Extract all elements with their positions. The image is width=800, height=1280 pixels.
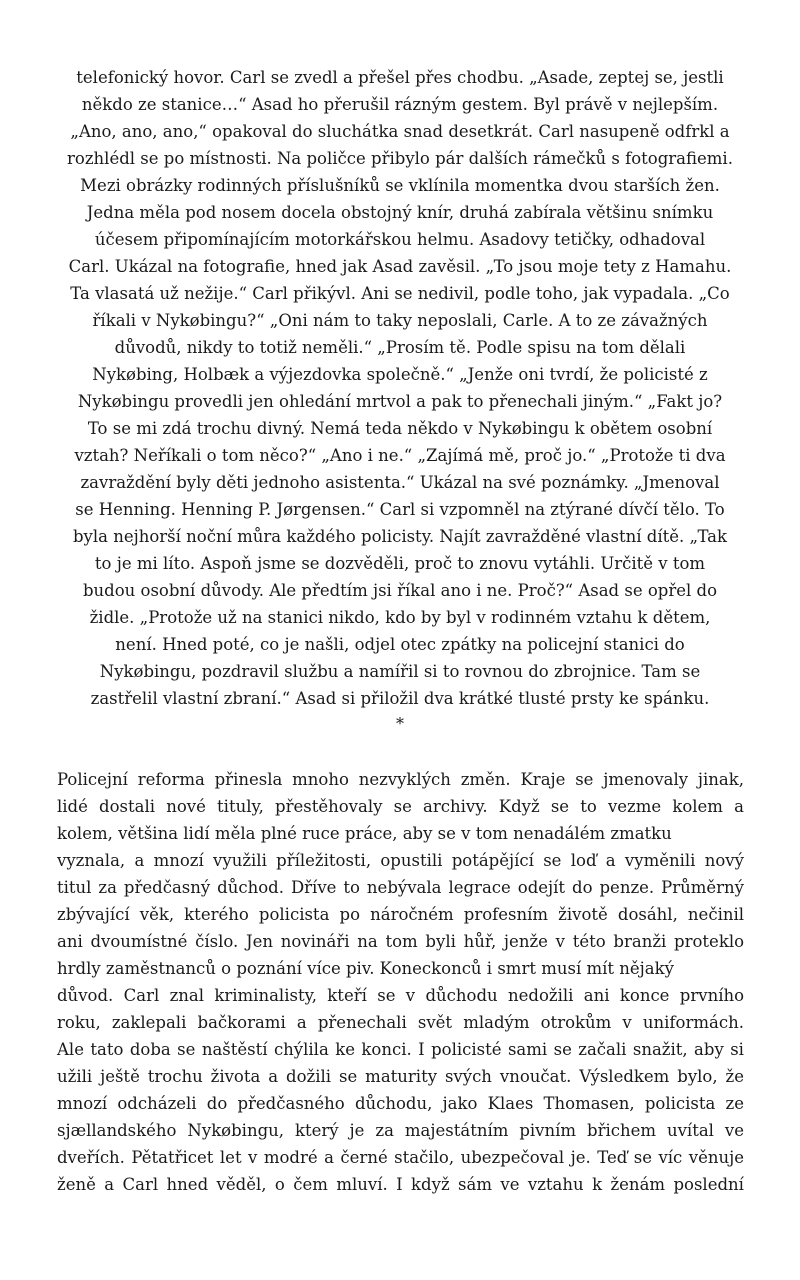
text-line: lidé dostali nové tituly, přestěhovaly se archivy. Když se to vezme kolem a xyxy=(57,797,744,816)
text-line: mnozí odcházeli do předčasného důchodu, jako Klaes Thomasen, policista ze xyxy=(57,1094,745,1113)
text-line: dveřích. Pětatřicet let v modré a černé stačilo, ubezpečoval je. Teď se víc věnuje xyxy=(57,1148,744,1167)
text-line: rozhlédl se po místnosti. Na poličce přibylo pár dalších rámečků s fotografiemi. xyxy=(67,149,733,168)
text-line: zastřelil vlastní zbraní.“ Asad si přiložil dva krátké tlusté prsty ke spánku. xyxy=(90,689,710,708)
text-line: vyznala, a mnozí využili příležitosti, opustili potápějící se loď a vyměnili nový xyxy=(57,851,744,870)
text-line: Ta vlasatá už nežije.“ Carl přikývl. Ani se nedivil, podle toho, jak vypadala. „Co xyxy=(70,284,730,303)
text-line: vztah? Neříkali o tom něco?“ „Ano i ne.“ „Zajímá mě, proč jo.“ „Protože ti dva xyxy=(74,446,726,465)
text-line: ženě a Carl hned věděl, o čem mluví. I když sám ve vztahu k ženám poslední xyxy=(57,1175,744,1194)
text-line: kolem, většina lidí měla plné ruce práce, aby se v tom nenadálém zmatku xyxy=(57,824,672,843)
section-separator: * xyxy=(396,714,404,733)
text-line: Nykøbingu provedli jen ohledání mrtvol a pak to přenechali jiným.“ „Fakt jo? xyxy=(77,392,723,411)
text-line: židle. „Protože už na stanici nikdo, kdo by byl v rodinném vztahu k dětem, xyxy=(89,608,711,627)
text-line: užili ještě trochu života a dožili se maturity svých vnoučat. Výsledkem bylo, že xyxy=(57,1067,744,1086)
text-line: To se mi zdá trochu divný. Nemá teda někdo v Nykøbingu k obětem osobní xyxy=(87,419,713,438)
text-line: titul za předčasný důchod. Dříve to nebývala legrace odejít do penze. Průměrný xyxy=(57,878,744,897)
text-line: „Ano, ano, ano,“ opakoval do sluchátka snad desetkrát. Carl nasupeně odfrkl a xyxy=(70,122,730,141)
text-line: zavraždění byly děti jednoho asistenta.“ Ukázal na své poznámky. „Jmenoval xyxy=(80,473,720,492)
text-line: důvod. Carl znal kriminalisty, kteří se v důchodu nedožili ani konce prvního xyxy=(57,986,745,1005)
text-line: sjællandského Nykøbingu, který je za majestátním pivním břichem uvítal ve xyxy=(57,1121,745,1140)
text-line: Nykøbing, Holbæk a výjezdovka společně.“ „Jenže oni tvrdí, že policisté z xyxy=(92,365,708,384)
text-line: budou osobní důvody. Ale předtím jsi říkal ano i ne. Proč?“ Asad se opřel do xyxy=(82,581,718,600)
text-line: roku, zaklepali bačkorami a přenechali svět mladým otrokům v uniformách. xyxy=(57,1013,744,1032)
text-line: není. Hned poté, co je našli, odjel otec zpátky na policejní stanici do xyxy=(115,635,685,654)
text-line: zbývající věk, kterého policista po náročném profesním životě dosáhl, nečinil xyxy=(57,905,745,924)
text-line: Carl. Ukázal na fotografie, hned jak Asad zavěsil. „To jsou moje tety z Hamahu. xyxy=(68,257,732,276)
text-line: Nykøbingu, pozdravil službu a namířil si to rovnou do zbrojnice. Tam se xyxy=(99,662,701,681)
text-line: říkali v Nykøbingu?“ „Oni nám to taky neposlali, Carle. A to ze závažných xyxy=(92,311,708,330)
text-line: někdo ze stanice…“ Asad ho přerušil rázným gestem. Byl právě v nejlepším. xyxy=(81,95,719,114)
text-line: to je mi líto. Aspoň jsme se dozvěděli, proč to znovu vytáhli. Určitě v tom xyxy=(94,554,706,573)
text-line: Ale tato doba se naštěstí chýlila ke konci. I policisté sami se začali snažit, aby si xyxy=(57,1040,744,1059)
text-line: hrdly zaměstnanců o poznání více piv. Koneckonců i smrt musí mít nějaký xyxy=(57,959,674,978)
text-line: byla nejhorší noční můra každého policisty. Najít zavražděné vlastní dítě. „Tak xyxy=(72,527,728,546)
centered-paragraph xyxy=(50,64,750,712)
text-line: účesem připomínajícím motorkářskou helmu. Asadovy tetičky, odhadoval xyxy=(94,230,706,249)
text-line: Jedna měla pod nosem docela obstojný knír, druhá zabírala většinu snímku xyxy=(86,203,714,222)
text-line: důvodů, nikdy to totiž neměli.“ „Prosím tě. Podle spisu na tom dělali xyxy=(114,338,686,357)
text-line: telefonický hovor. Carl se zvedl a přešel přes chodbu. „Asade, zeptej se, jestli xyxy=(76,68,724,87)
text-line: ani dvoumístné číslo. Jen novináři na tom byli hůř, jenže v této branži proteklo xyxy=(57,932,745,951)
text-line: se Henning. Henning P. Jørgensen.“ Carl si vzpomněl na ztýrané dívčí tělo. To xyxy=(75,500,725,519)
text-line: Policejní reforma přinesla mnoho nezvyklých změn. Kraje se jmenovaly jinak, xyxy=(57,770,744,789)
body-paragraph xyxy=(57,766,757,1198)
text-line: Mezi obrázky rodinných příslušníků se vklínila momentka dvou starších žen. xyxy=(80,176,720,195)
